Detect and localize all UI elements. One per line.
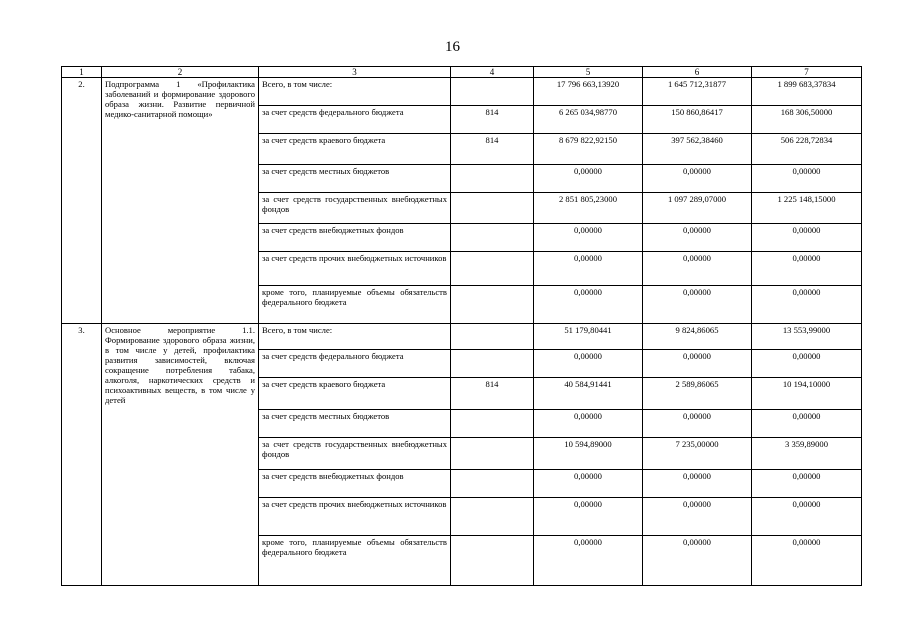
value-col7: 1 899 683,37834 bbox=[752, 78, 862, 106]
budget-code bbox=[451, 350, 534, 378]
value-col6: 0,00000 bbox=[643, 165, 752, 193]
budget-code bbox=[451, 498, 534, 536]
table-row bbox=[62, 78, 862, 106]
budget-code: 814 bbox=[451, 134, 534, 165]
budget-code bbox=[451, 165, 534, 193]
value-col7: 13 553,99000 bbox=[752, 324, 862, 350]
budget-code: 814 bbox=[451, 378, 534, 410]
budget-code bbox=[451, 78, 534, 106]
row-number: 2. bbox=[62, 78, 102, 324]
value-col5: 40 584,91441 bbox=[534, 378, 643, 410]
funding-source: за счет средств прочих внебюджетных источников bbox=[259, 498, 451, 536]
value-col6: 0,00000 bbox=[643, 410, 752, 438]
column-header: 2 bbox=[102, 67, 259, 78]
funding-source: за счет средств краевого бюджета bbox=[259, 134, 451, 165]
budget-code bbox=[451, 286, 534, 324]
budget-code bbox=[451, 193, 534, 224]
program-name: Основное мероприятие 1.1. Формирование здорового образа жизни, в том числе у детей, профилактика развития зависимостей, включая сокращение потребления табака, алкоголя, наркотических средств и психоактивных веществ, в том числе у детей bbox=[102, 324, 259, 586]
funding-source: за счет средств внебюджетных фондов bbox=[259, 470, 451, 498]
column-header: 5 bbox=[534, 67, 643, 78]
budget-table bbox=[61, 66, 862, 586]
table-row bbox=[62, 324, 862, 350]
budget-code: 814 bbox=[451, 106, 534, 134]
value-col6: 1 097 289,07000 bbox=[643, 193, 752, 224]
program-name: Подпрограмма 1 «Профилактика заболеваний и формирование здорового образа жизни. Развитие первичной медико-санитарной помощи» bbox=[102, 78, 259, 324]
value-col7: 1 225 148,15000 bbox=[752, 193, 862, 224]
value-col6: 0,00000 bbox=[643, 252, 752, 286]
budget-code bbox=[451, 410, 534, 438]
budget-code bbox=[451, 470, 534, 498]
funding-source: за счет средств федерального бюджета bbox=[259, 106, 451, 134]
value-col6: 397 562,38460 bbox=[643, 134, 752, 165]
value-col5: 0,00000 bbox=[534, 350, 643, 378]
value-col7: 0,00000 bbox=[752, 498, 862, 536]
value-col6: 1 645 712,31877 bbox=[643, 78, 752, 106]
value-col6: 0,00000 bbox=[643, 536, 752, 586]
column-header: 3 bbox=[259, 67, 451, 78]
column-header: 7 bbox=[752, 67, 862, 78]
value-col6: 150 860,86417 bbox=[643, 106, 752, 134]
value-col7: 10 194,10000 bbox=[752, 378, 862, 410]
funding-source: за счет средств государственных внебюджетных фондов bbox=[259, 438, 451, 470]
value-col6: 0,00000 bbox=[643, 286, 752, 324]
value-col7: 0,00000 bbox=[752, 224, 862, 252]
value-col6: 0,00000 bbox=[643, 470, 752, 498]
value-col6: 9 824,86065 bbox=[643, 324, 752, 350]
value-col5: 0,00000 bbox=[534, 410, 643, 438]
value-col6: 7 235,00000 bbox=[643, 438, 752, 470]
funding-source: за счет средств местных бюджетов bbox=[259, 410, 451, 438]
value-col5: 10 594,89000 bbox=[534, 438, 643, 470]
budget-code bbox=[451, 438, 534, 470]
value-col5: 0,00000 bbox=[534, 498, 643, 536]
funding-source: за счет средств прочих внебюджетных источников bbox=[259, 252, 451, 286]
funding-source: за счет средств внебюджетных фондов bbox=[259, 224, 451, 252]
funding-source: кроме того, планируемые объемы обязательств федерального бюджета bbox=[259, 536, 451, 586]
value-col7: 0,00000 bbox=[752, 165, 862, 193]
value-col7: 0,00000 bbox=[752, 536, 862, 586]
value-col7: 0,00000 bbox=[752, 286, 862, 324]
funding-source: кроме того, планируемые объемы обязательств федерального бюджета bbox=[259, 286, 451, 324]
value-col5: 6 265 034,98770 bbox=[534, 106, 643, 134]
value-col5: 0,00000 bbox=[534, 224, 643, 252]
budget-code bbox=[451, 252, 534, 286]
funding-source: за счет средств краевого бюджета bbox=[259, 378, 451, 410]
column-header: 6 bbox=[643, 67, 752, 78]
value-col5: 8 679 822,92150 bbox=[534, 134, 643, 165]
value-col5: 2 851 805,23000 bbox=[534, 193, 643, 224]
value-col7: 0,00000 bbox=[752, 252, 862, 286]
value-col6: 2 589,86065 bbox=[643, 378, 752, 410]
row-number: 3. bbox=[62, 324, 102, 586]
header-row bbox=[62, 67, 862, 78]
value-col5: 0,00000 bbox=[534, 165, 643, 193]
value-col5: 0,00000 bbox=[534, 252, 643, 286]
value-col7: 0,00000 bbox=[752, 410, 862, 438]
funding-source: за счет средств местных бюджетов bbox=[259, 165, 451, 193]
value-col5: 0,00000 bbox=[534, 470, 643, 498]
funding-source: Всего, в том числе: bbox=[259, 324, 451, 350]
value-col5: 0,00000 bbox=[534, 286, 643, 324]
column-header: 1 bbox=[62, 67, 102, 78]
value-col5: 17 796 663,13920 bbox=[534, 78, 643, 106]
value-col7: 3 359,89000 bbox=[752, 438, 862, 470]
value-col5: 51 179,80441 bbox=[534, 324, 643, 350]
budget-code bbox=[451, 224, 534, 252]
funding-source: Всего, в том числе: bbox=[259, 78, 451, 106]
value-col7: 168 306,50000 bbox=[752, 106, 862, 134]
value-col6: 0,00000 bbox=[643, 350, 752, 378]
funding-source: за счет средств государственных внебюджетных фондов bbox=[259, 193, 451, 224]
value-col7: 0,00000 bbox=[752, 470, 862, 498]
budget-code bbox=[451, 324, 534, 350]
value-col6: 0,00000 bbox=[643, 498, 752, 536]
value-col6: 0,00000 bbox=[643, 224, 752, 252]
column-header: 4 bbox=[451, 67, 534, 78]
page-number: 16 bbox=[445, 39, 460, 55]
value-col7: 0,00000 bbox=[752, 350, 862, 378]
value-col7: 506 228,72834 bbox=[752, 134, 862, 165]
budget-code bbox=[451, 536, 534, 586]
value-col5: 0,00000 bbox=[534, 536, 643, 586]
funding-source: за счет средств федерального бюджета bbox=[259, 350, 451, 378]
